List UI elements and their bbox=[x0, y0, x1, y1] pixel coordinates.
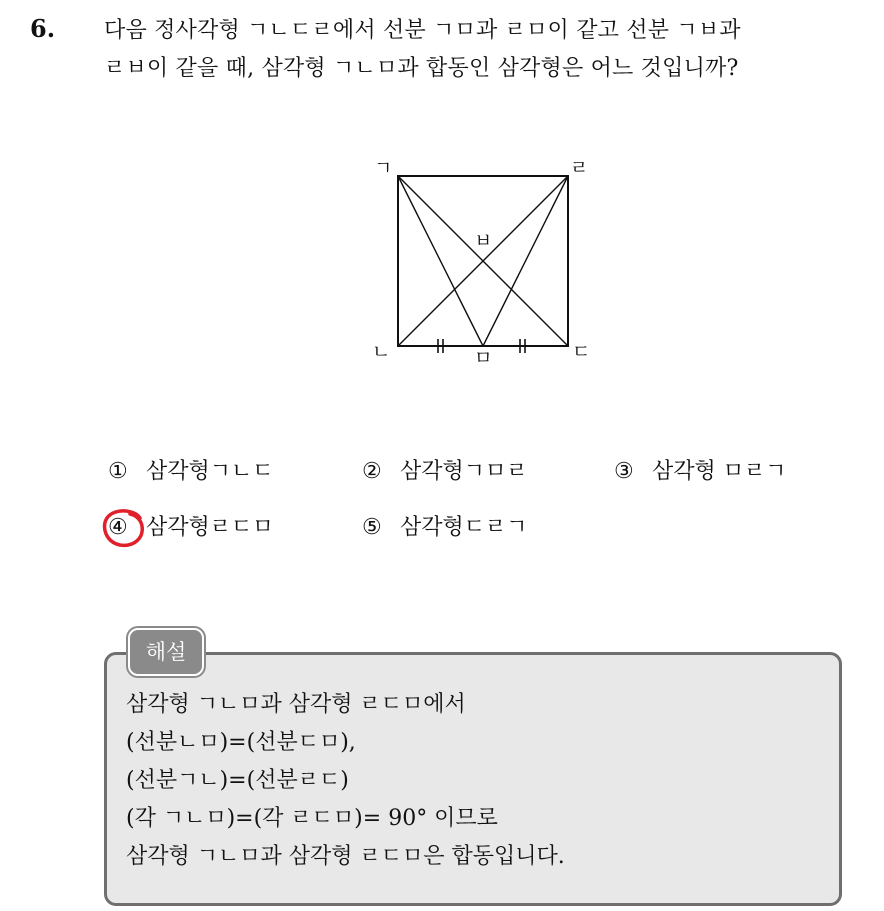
choice-3-number: ③ bbox=[614, 459, 634, 484]
label-bottom-left: ㄴ bbox=[372, 341, 391, 363]
choice-1-text: 삼각형ㄱㄴㄷ bbox=[146, 459, 274, 484]
question-text bbox=[104, 12, 874, 88]
choice-2-number: ② bbox=[362, 459, 382, 484]
choice-3-text: 삼각형 ㅁㄹㄱ bbox=[652, 459, 787, 484]
label-center: ㅂ bbox=[474, 230, 493, 252]
choice-5-text: 삼각형ㄷㄹㄱ bbox=[400, 515, 528, 540]
choice-2-text: 삼각형ㄱㅁㄹ bbox=[400, 459, 528, 484]
explanation-line-5: 삼각형 ㄱㄴㅁ과 삼각형 ㄹㄷㅁ은 합동입니다. bbox=[126, 844, 565, 869]
explanation-tab: 해설 bbox=[128, 628, 204, 676]
question-line-2: ㄹㅂ이 같을 때, 삼각형 ㄱㄴㅁ과 합동인 삼각형은 어느 것입니까? bbox=[104, 56, 739, 81]
label-top-left: ㄱ bbox=[374, 157, 393, 179]
explanation-line-4: (각 ㄱㄴㅁ)=(각 ㄹㄷㅁ)= 90° 이므로 bbox=[126, 806, 498, 831]
explanation-line-3: (선분ㄱㄴ)=(선분ㄹㄷ) bbox=[126, 768, 349, 793]
choice-4-number: ④ bbox=[108, 515, 128, 540]
explanation-text bbox=[126, 686, 565, 876]
answer-mark-circle-icon bbox=[100, 506, 148, 550]
explanation-line-1: 삼각형 ㄱㄴㅁ과 삼각형 ㄹㄷㅁ에서 bbox=[126, 692, 466, 717]
choice-1[interactable] bbox=[108, 452, 274, 492]
label-top-right: ㄹ bbox=[570, 157, 589, 179]
question-number: 6. bbox=[30, 14, 56, 43]
choice-4-text: 삼각형ㄹㄷㅁ bbox=[146, 515, 274, 540]
choice-1-number: ① bbox=[108, 459, 128, 484]
choice-3[interactable] bbox=[614, 452, 787, 492]
explanation-line-2: (선분ㄴㅁ)=(선분ㄷㅁ), bbox=[126, 730, 356, 755]
label-bottom-right: ㄷ bbox=[572, 341, 591, 363]
segment-top-left-to-mid bbox=[398, 176, 483, 346]
segment-top-right-to-mid bbox=[483, 176, 568, 346]
label-bottom-mid: ㅁ bbox=[474, 347, 493, 369]
square-figure bbox=[350, 150, 610, 370]
choice-5[interactable] bbox=[362, 508, 528, 548]
choice-2[interactable] bbox=[362, 452, 528, 492]
question-line-1: 다음 정사각형 ㄱㄴㄷㄹ에서 선분 ㄱㅁ과 ㄹㅁ이 같고 선분 ㄱㅂ과 bbox=[104, 18, 741, 43]
choice-5-number: ⑤ bbox=[362, 515, 382, 540]
